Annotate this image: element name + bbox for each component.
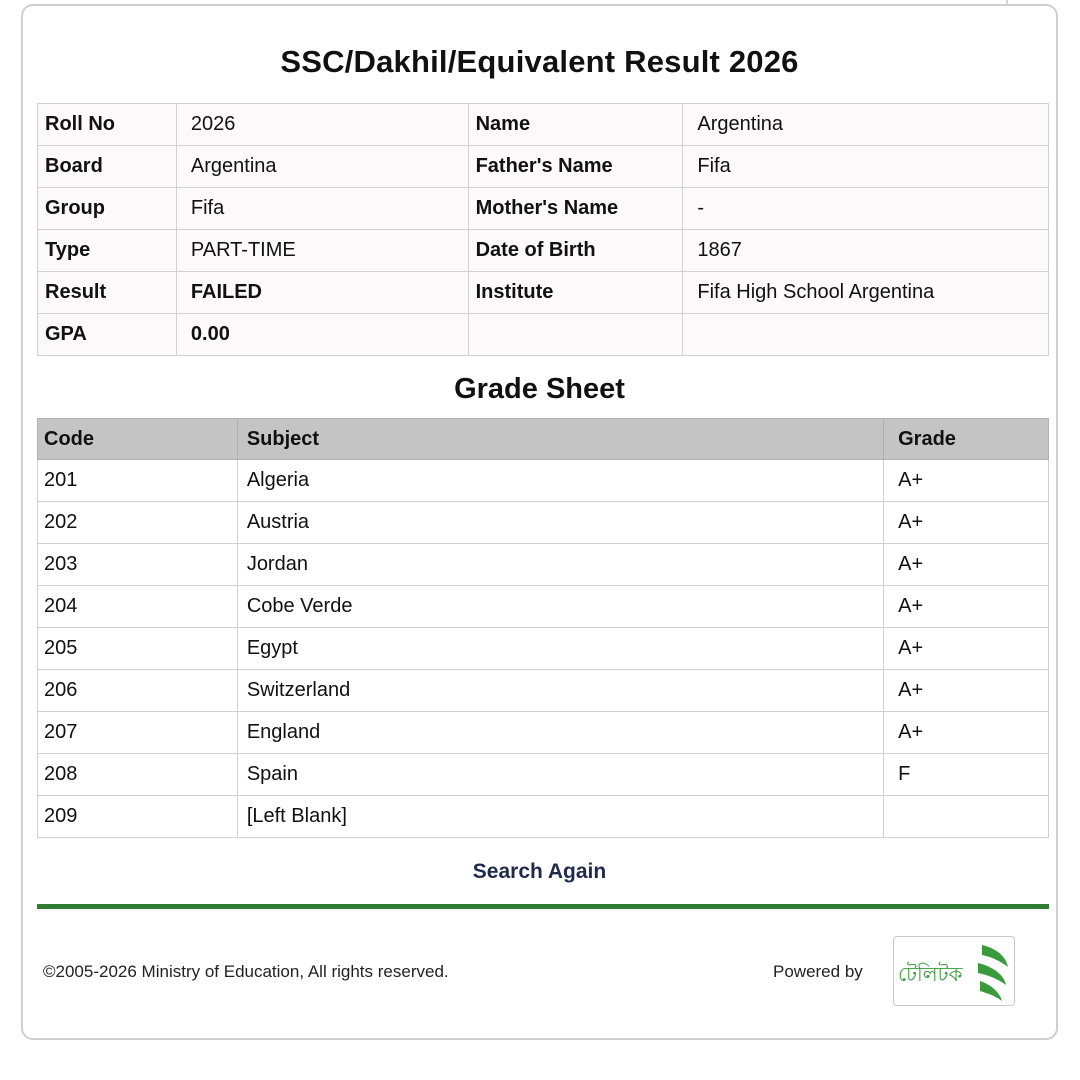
- copyright-text: ©2005-2026 Ministry of Education, All rights reserved.: [43, 962, 449, 981]
- type-value: PART-TIME: [176, 230, 468, 272]
- grade-cell: A+: [884, 502, 1049, 544]
- gpa-label: GPA: [38, 314, 177, 356]
- code-cell: 207: [38, 712, 238, 754]
- name-label: Name: [468, 104, 683, 146]
- code-cell: 209: [38, 796, 238, 838]
- empty-label-cell: [468, 314, 683, 356]
- code-cell: 205: [38, 628, 238, 670]
- table-row: [38, 460, 1049, 502]
- code-cell: 201: [38, 460, 238, 502]
- subject-cell: Algeria: [237, 460, 883, 502]
- table-row: [38, 502, 1049, 544]
- code-cell: 204: [38, 586, 238, 628]
- subject-cell: Egypt: [237, 628, 883, 670]
- grade-cell: F: [884, 754, 1049, 796]
- grade-cell: [884, 796, 1049, 838]
- table-row: [38, 586, 1049, 628]
- board-value: Argentina: [176, 146, 468, 188]
- institute-label: Institute: [468, 272, 683, 314]
- father-name-label: Father's Name: [468, 146, 683, 188]
- subject-header: Subject: [237, 419, 883, 460]
- info-row-gpa: [38, 314, 1049, 356]
- type-label: Type: [38, 230, 177, 272]
- result-card: [21, 4, 1058, 1040]
- teletalk-logo-icon: [894, 937, 1014, 1005]
- subject-cell: Spain: [237, 754, 883, 796]
- code-cell: 203: [38, 544, 238, 586]
- table-row: [38, 796, 1049, 838]
- code-header: Code: [38, 419, 238, 460]
- table-row: [38, 544, 1049, 586]
- table-row: [38, 712, 1049, 754]
- table-row: [38, 754, 1049, 796]
- table-row: [38, 670, 1049, 712]
- grade-cell: A+: [884, 460, 1049, 502]
- result-value: FAILED: [176, 272, 468, 314]
- subject-cell: Cobe Verde: [237, 586, 883, 628]
- result-label: Result: [38, 272, 177, 314]
- name-value: Argentina: [683, 104, 1049, 146]
- subject-cell: [Left Blank]: [237, 796, 883, 838]
- info-row-result: [38, 272, 1049, 314]
- grade-sheet-table: [37, 418, 1049, 838]
- subject-cell: Switzerland: [237, 670, 883, 712]
- grade-cell: A+: [884, 670, 1049, 712]
- empty-value-cell: [683, 314, 1049, 356]
- info-row-group: [38, 188, 1049, 230]
- subject-cell: Austria: [237, 502, 883, 544]
- grade-cell: A+: [884, 628, 1049, 670]
- student-info-table: [37, 103, 1049, 356]
- gpa-value: 0.00: [176, 314, 468, 356]
- grade-table-header: [38, 419, 1049, 460]
- code-cell: 208: [38, 754, 238, 796]
- teletalk-logo[interactable]: [893, 936, 1015, 1006]
- roll-label: Roll No: [38, 104, 177, 146]
- dob-label: Date of Birth: [468, 230, 683, 272]
- search-again-link[interactable]: Search Again: [472, 860, 607, 883]
- page-title: SSC/Dakhil/Equivalent Result 2026: [280, 44, 799, 79]
- grade-sheet-title: Grade Sheet: [454, 373, 625, 405]
- powered-by-label: Powered by: [773, 962, 863, 981]
- grade-cell: A+: [884, 586, 1049, 628]
- mother-name-value: -: [683, 188, 1049, 230]
- grade-header: Grade: [884, 419, 1049, 460]
- father-name-value: Fifa: [683, 146, 1049, 188]
- code-cell: 202: [38, 502, 238, 544]
- footer-divider: [37, 904, 1049, 909]
- group-value: Fifa: [176, 188, 468, 230]
- roll-value: 2026: [176, 104, 468, 146]
- mother-name-label: Mother's Name: [468, 188, 683, 230]
- group-label: Group: [38, 188, 177, 230]
- institute-value: Fifa High School Argentina: [683, 272, 1049, 314]
- subject-cell: Jordan: [237, 544, 883, 586]
- code-cell: 206: [38, 670, 238, 712]
- board-label: Board: [38, 146, 177, 188]
- logo-wordmark: টেলিটক: [898, 962, 963, 986]
- info-row-roll: [38, 104, 1049, 146]
- dob-value: 1867: [683, 230, 1049, 272]
- subject-cell: England: [237, 712, 883, 754]
- info-row-type: [38, 230, 1049, 272]
- grade-cell: A+: [884, 712, 1049, 754]
- grade-cell: A+: [884, 544, 1049, 586]
- table-row: [38, 628, 1049, 670]
- info-row-board: [38, 146, 1049, 188]
